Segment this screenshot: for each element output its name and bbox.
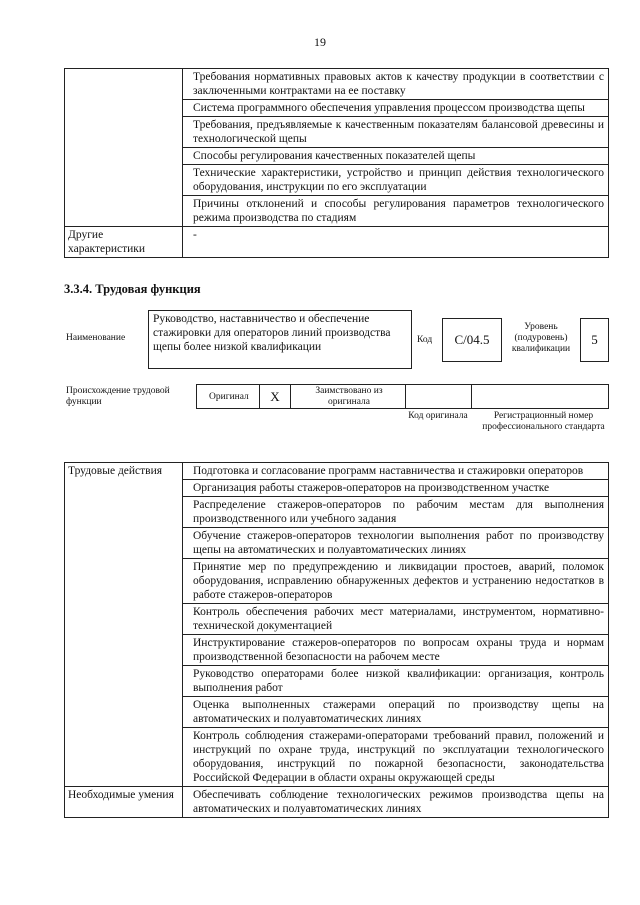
row-item: Контроль соблюдения стажерами-операторами требований правил, положений и инструкций по охране труда, инструкций по эксплуатации технологического оборудования, инструкций по пожарной безопасности, законодательства Российской Федерации в области охраны окружающей среды <box>183 728 609 787</box>
function-name-box <box>148 310 412 369</box>
code-label: Код <box>417 335 433 345</box>
row-item: Требования нормативных правовых актов к качеству продукции в соответствии с заключенными контрактами на ее поставку <box>183 69 609 100</box>
section-heading: 3.3.4. Трудовая функция <box>64 282 201 296</box>
row-item: Система программного обеспечения управления процессом производства щепы <box>183 100 609 117</box>
row-item: Подготовка и согласование программ наставничества и стажировки операторов <box>183 463 609 480</box>
table-row <box>65 69 609 100</box>
row-item: Принятие мер по предупреждению и ликвидации простоев, аварий, поломок оборудования, исправлению обнаруженных дефектов и устранению недостатков в работе стажеров-операторов <box>183 559 609 604</box>
origin-box <box>196 384 609 409</box>
row-label: Другие характеристики <box>65 227 183 258</box>
origin-label: Происхождение трудовой функции <box>66 386 170 407</box>
row-item: Руководство операторами более низкой квалификации: организация, контроль выполнения работ <box>183 666 609 697</box>
row-item: Технические характеристики, устройство и принцип действия технологического оборудования, инструкции по его эксплуатации <box>183 165 609 196</box>
row-item: Требования, предъявляемые к качественным показателям балансовой древесины и технологической щепы <box>183 117 609 148</box>
row-item: Обучение стажеров-операторов технологии выполнения работ по производству щепы на автоматических и полуавтоматических линиях <box>183 528 609 559</box>
row-item: Обеспечивать соблюдение технологических режимов производства щепы на автоматических и полуавтоматических линиях <box>183 787 609 818</box>
original-label: Оригинал <box>209 392 249 402</box>
row-label <box>65 69 183 227</box>
borrowed-label: Заимствовано из оригинала <box>315 386 383 407</box>
function-name-value: Руководство, наставничество и обеспечение стажировки для операторов линий производства щепы более низкой квалификации <box>153 313 391 353</box>
level-value: 5 <box>591 332 598 347</box>
original-mark: Х <box>270 389 280 404</box>
row-item: Причины отклонений и способы регулирования параметров технологического режима производства по стадиям <box>183 196 609 227</box>
row-item: Оценка выполненных стажерами операций по производству щепы на автоматических и полуавтоматических линиях <box>183 697 609 728</box>
row-item: Инструктирование стажеров-операторов по вопросам охраны труда и нормам производственной безопасности на рабочем месте <box>183 635 609 666</box>
name-label: Наименование <box>66 333 126 343</box>
level-label: Уровень (подуровень) квалификации <box>511 322 571 354</box>
row-item: Способы регулирования качественных показателей щепы <box>183 148 609 165</box>
row-item: Распределение стажеров-операторов по рабочим местам для выполнения производственного или учебного задания <box>183 497 609 528</box>
function-code-value: С/04.5 <box>454 332 490 347</box>
row-item: - <box>183 227 609 258</box>
level-box <box>580 318 609 362</box>
reg-caption: Регистрационный номер профессионального стандарта <box>482 411 605 432</box>
row-label: Необходимые умения <box>65 787 183 818</box>
row-item: Организация работы стажеров-операторов на производственном участке <box>183 480 609 497</box>
table-row <box>65 463 609 480</box>
page-number: 19 <box>314 35 326 49</box>
requirements-table <box>64 68 609 258</box>
original-code-cell <box>405 385 472 408</box>
function-code-box <box>442 318 502 362</box>
table-row <box>65 227 609 258</box>
table-row <box>65 787 609 818</box>
original-checkbox <box>259 385 291 408</box>
actions-table <box>64 462 609 818</box>
code-caption: Код оригинала <box>408 411 468 421</box>
row-label: Трудовые действия <box>65 463 183 787</box>
row-item: Контроль обеспечения рабочих мест материалами, инструментом, нормативно-технической документацией <box>183 604 609 635</box>
